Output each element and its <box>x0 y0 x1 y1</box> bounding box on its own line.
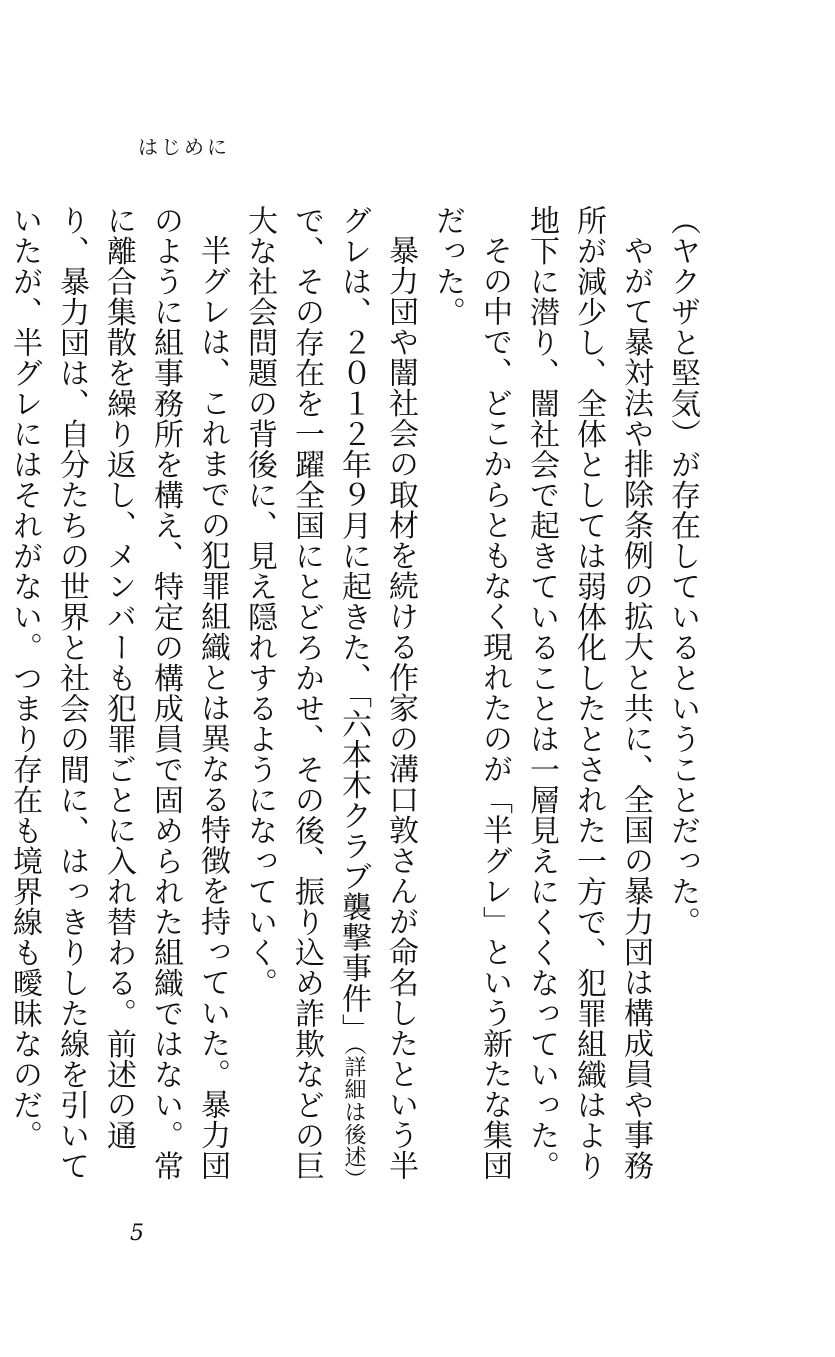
paragraph-5: 半グレは、これまでの犯罪組織とは異なる特徴を持っていた。暴力団のように組事務所を構え、特定の構成員で固められた組織ではない。常に離合集散を繰り返し、メンバーも犯罪ごとに入れ替わる。前述の通り、暴力団は、自分たちの世界と社会の間に、はっきりした線を引いていたが、半グレにはそれがない。つまり存在も境界線も曖昧なのだ。 <box>7 205 230 1181</box>
body-text <box>7 205 706 1205</box>
page-number: 5 <box>130 1221 144 1246</box>
paragraph-6 <box>0 205 1 1205</box>
paragraph-4-note: （詳細は後述） <box>341 1044 366 1191</box>
paragraph-4-text-after: で、その存在を一躍全国にとどろかせ、その後、振り込め詐欺などの巨大な社会問題の背後に、見え隠れするようになっていく。 <box>242 205 324 1181</box>
paragraph-4-text: 暴力団や闇社会の取材を続ける作家の溝口敦さんが命名したという半グレは、２０１２年９月に起きた、「六本木クラブ襲撃事件」 <box>336 205 418 1181</box>
paragraph-1: （ヤクザと堅気）が存在しているということだった。 <box>665 205 700 937</box>
paragraph-3: その中で、どこからともなく現れたのが「半グレ」という新たな集団だった。 <box>430 205 512 1181</box>
paragraph-2: やがて暴対法や排除条例の拡大と共に、全国の暴力団は構成員や事務所が減少し、全体としては弱体化したとされた一方で、犯罪組織はより地下に潜り、闇社会で起きていることは一層見えにくくなっていった。 <box>524 205 653 1181</box>
paragraph-4 <box>236 205 424 1205</box>
running-header: はじめに <box>138 135 230 159</box>
